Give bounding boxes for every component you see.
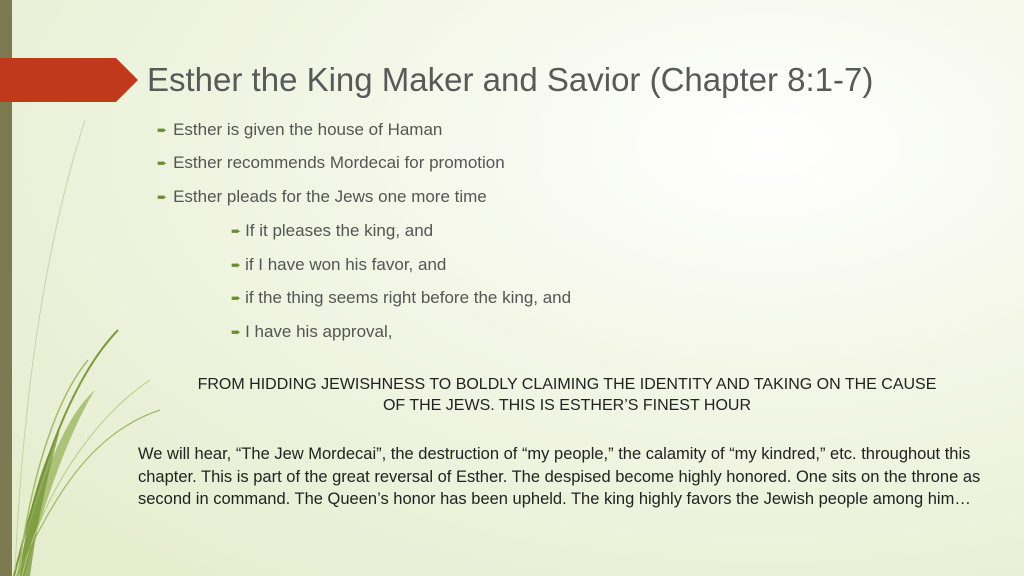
sub-bullet-text: If it pleases the king, and — [245, 221, 434, 240]
summary-paragraph: We will hear, “The Jew Mordecai”, the destruction of “my people,” the calamity of “my kindred,” etc. throughout this chapter. This is part of the great reversal of Esther. The despised become highly honored. One sits on the throne as second in command. The Queen’s honor has been upheld. The king highly favors the Jewish people among him… — [138, 445, 981, 508]
arrow-bullet-icon: ➨ — [157, 156, 168, 170]
emphasis-caption — [138, 374, 996, 416]
emphasis-line-1: FROM HIDDING JEWISHNESS TO BOLDLY CLAIMING THE IDENTITY AND TAKING ON THE CAUSE — [197, 376, 937, 393]
arrow-bullet-icon: ➨ — [157, 123, 168, 137]
sub-bullet-item — [231, 254, 446, 276]
bullet-item — [157, 152, 505, 174]
slide-title: Esther the King Maker and Savior (Chapter 8:1-7) — [147, 61, 874, 98]
bullet-text: Esther pleads for the Jews one more time — [173, 187, 487, 206]
sub-bullet-item — [231, 220, 433, 242]
arrow-bullet-icon: ➨ — [231, 325, 242, 339]
sub-bullet-item — [231, 321, 392, 343]
bullet-text: Esther recommends Mordecai for promotion — [173, 153, 505, 172]
emphasis-line-2: OF THE JEWS. THIS IS ESTHER’S FINEST HOUR — [382, 397, 752, 414]
bullet-text: Esther is given the house of Haman — [173, 120, 443, 139]
arrow-bullet-icon: ➨ — [231, 224, 242, 238]
arrow-bullet-icon: ➨ — [157, 190, 168, 204]
sub-bullet-text: if I have won his favor, and — [245, 255, 447, 274]
bullet-item — [157, 186, 487, 208]
sub-bullet-text: if the thing seems right before the king, and — [245, 288, 572, 307]
sub-bullet-item — [231, 287, 571, 309]
arrow-bullet-icon: ➨ — [231, 291, 242, 305]
title-accent-arrow — [0, 58, 138, 102]
bullet-item — [157, 119, 442, 141]
arrow-bullet-icon: ➨ — [231, 258, 242, 272]
sub-bullet-text: I have his approval, — [245, 322, 393, 341]
